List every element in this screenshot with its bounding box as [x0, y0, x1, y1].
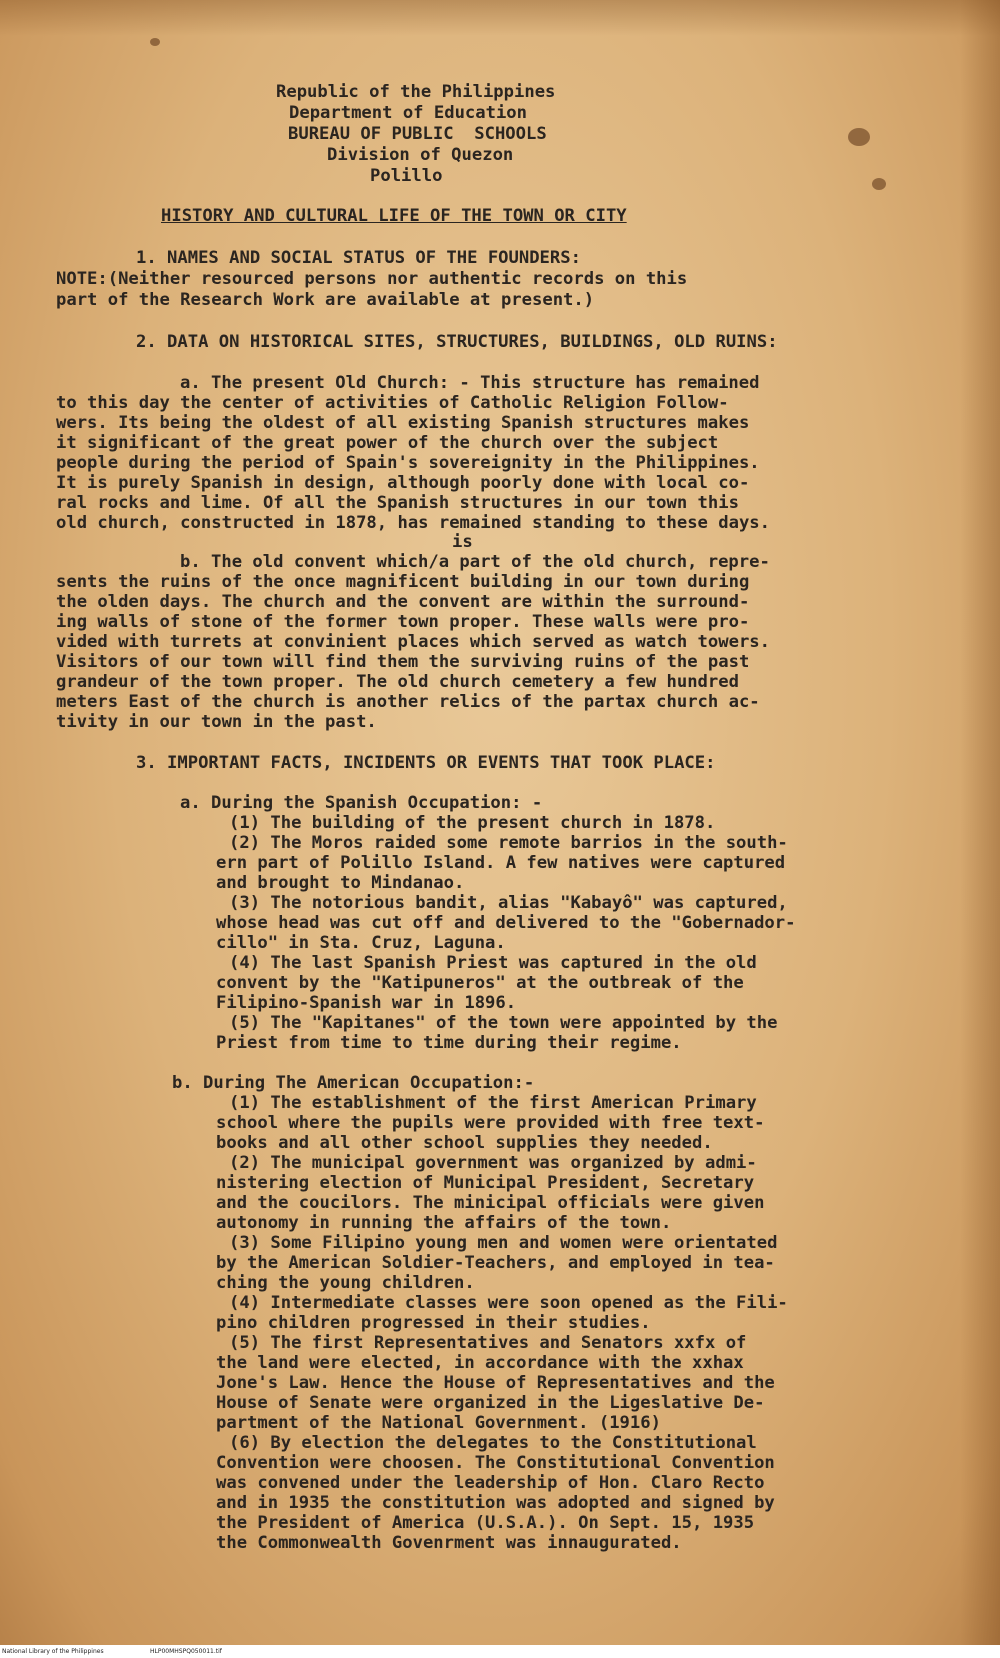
- section1-heading: 1. NAMES AND SOCIAL STATUS OF THE FOUNDERS:: [136, 248, 581, 268]
- paragraph-line: old church, constructed in 1878, has remained standing to these days.: [56, 513, 770, 533]
- document-title: HISTORY AND CULTURAL LIFE OF THE TOWN OR CITY: [161, 206, 627, 226]
- paragraph-line: b. The old convent which/a part of the old church, repre-: [180, 552, 770, 572]
- list-line: and the coucilors. The minicipal officials were given: [216, 1193, 765, 1213]
- paragraph-line: tivity in our town in the past.: [56, 712, 377, 732]
- list-line: school where the pupils were provided with free text-: [216, 1113, 765, 1133]
- paragraph-line: sents the ruins of the once magnificent building in our town during: [56, 572, 750, 592]
- paragraph-line: people during the period of Spain's sovereignity in the Philippines.: [56, 453, 760, 473]
- paragraph-line: meters East of the church is another relics of the partax church ac-: [56, 692, 760, 712]
- list-line: (3) Some Filipino young men and women were orientated: [229, 1233, 778, 1253]
- list-line: ern part of Polillo Island. A few natives were captured: [216, 853, 786, 873]
- list-line: Filipino-Spanish war in 1896.: [216, 993, 517, 1013]
- paragraph-line: ing walls of stone of the former town proper. These walls were pro-: [56, 612, 750, 632]
- list-line: ching the young children.: [216, 1273, 475, 1293]
- list-line: the land were elected, in accordance with the xxhax: [216, 1353, 744, 1373]
- ink-spot: [872, 178, 886, 190]
- list-line: (1) The establishment of the first American Primary: [229, 1093, 757, 1113]
- list-line: the Commonwealth Govenrment was innaugurated.: [216, 1533, 682, 1553]
- header-town: Polillo: [370, 166, 443, 186]
- list-line: (6) By election the delegates to the Constitutional: [229, 1433, 757, 1453]
- paragraph-line: vided with turrets at convinient places which served as watch towers.: [56, 632, 770, 652]
- list-line: (5) The "Kapitanes" of the town were appointed by the: [229, 1013, 778, 1033]
- paragraph-line: wers. Its being the oldest of all existing Spanish structures makes: [56, 413, 750, 433]
- list-line: nistering election of Municipal President, Secretary: [216, 1173, 755, 1193]
- list-line: and brought to Mindanao.: [216, 873, 465, 893]
- paragraph-line: Visitors of our town will find them the surviving ruins of the past: [56, 652, 750, 672]
- page-stain-top: [0, 0, 1000, 36]
- paragraph-line: grandeur of the town proper. The old church cemetery a few hundred: [56, 672, 739, 692]
- list-line: (4) Intermediate classes were soon opened as the Fili-: [229, 1293, 788, 1313]
- list-line: was convened under the leadership of Hon. Claro Recto: [216, 1473, 765, 1493]
- header-republic: Republic of the Philippines: [276, 82, 556, 102]
- list-line: autonomy in running the affairs of the town.: [216, 1213, 672, 1233]
- list-line: the President of America (U.S.A.). On Sept. 15, 1935: [216, 1513, 755, 1533]
- header-bureau: BUREAU OF PUBLIC SCHOOLS: [288, 124, 547, 144]
- header-department: Department of Education: [289, 103, 527, 123]
- list-line: Priest from time to time during their regime.: [216, 1033, 682, 1053]
- list-line: books and all other school supplies they needed.: [216, 1133, 713, 1153]
- list-line: (2) The municipal government was organized by admi-: [229, 1153, 757, 1173]
- list-line: (3) The notorious bandit, alias "Kabayô" was captured,: [229, 893, 788, 913]
- header-division: Division of Quezon: [327, 145, 514, 165]
- list-line: (1) The building of the present church in 1878.: [229, 813, 716, 833]
- ink-spot: [848, 128, 870, 146]
- paragraph-line: It is purely Spanish in design, although poorly done with local co-: [56, 473, 750, 493]
- scan-footer: [0, 1645, 1000, 1658]
- list-line: Convention were choosen. The Constitutional Convention: [216, 1453, 775, 1473]
- list-line: pino children progressed in their studies.: [216, 1313, 651, 1333]
- paragraph-line: to this day the center of activities of Catholic Religion Follow-: [56, 393, 729, 413]
- subsection-heading: a. During the Spanish Occupation: -: [180, 793, 543, 813]
- section1-note-line: NOTE:(Neither resourced persons nor authentic records on this: [56, 269, 688, 289]
- list-line: (2) The Moros raided some remote barrios in the south-: [229, 833, 788, 853]
- list-line: and in 1935 the constitution was adopted and signed by: [216, 1493, 775, 1513]
- subsection-heading: b. During The American Occupation:-: [172, 1073, 535, 1093]
- inserted-word: is: [452, 532, 473, 552]
- section3-heading: 3. IMPORTANT FACTS, INCIDENTS OR EVENTS THAT TOOK PLACE:: [136, 753, 716, 773]
- list-line: convent by the "Katipuneros" at the outbreak of the: [216, 973, 744, 993]
- page-stain-right: [960, 0, 1000, 1645]
- list-line: cillo" in Sta. Cruz, Laguna.: [216, 933, 506, 953]
- footer-source: National Library of the Philippines: [2, 1648, 104, 1655]
- paragraph-line: a. The present Old Church: - This structure has remained: [180, 373, 760, 393]
- list-line: partment of the National Government. (1916): [216, 1413, 661, 1433]
- ink-spot: [150, 38, 160, 46]
- list-line: Jone's Law. Hence the House of Representatives and the: [216, 1373, 775, 1393]
- paragraph-line: the olden days. The church and the convent are within the surround-: [56, 592, 750, 612]
- list-line: whose head was cut off and delivered to the "Gobernador-: [216, 913, 796, 933]
- list-line: House of Senate were organized in the Ligeslative De-: [216, 1393, 765, 1413]
- paragraph-line: ral rocks and lime. Of all the Spanish structures in our town this: [56, 493, 739, 513]
- section1-note-line: part of the Research Work are available at present.): [56, 290, 595, 310]
- list-line: by the American Soldier-Teachers, and employed in tea-: [216, 1253, 775, 1273]
- section2-heading: 2. DATA ON HISTORICAL SITES, STRUCTURES, BUILDINGS, OLD RUINS:: [136, 332, 778, 352]
- list-line: (4) The last Spanish Priest was captured in the old: [229, 953, 757, 973]
- paragraph-line: it significant of the great power of the church over the subject: [56, 433, 719, 453]
- list-line: (5) The first Representatives and Senators xxfx of: [229, 1333, 747, 1353]
- footer-filename: HLP00MHSPQ050011.tif: [150, 1648, 222, 1655]
